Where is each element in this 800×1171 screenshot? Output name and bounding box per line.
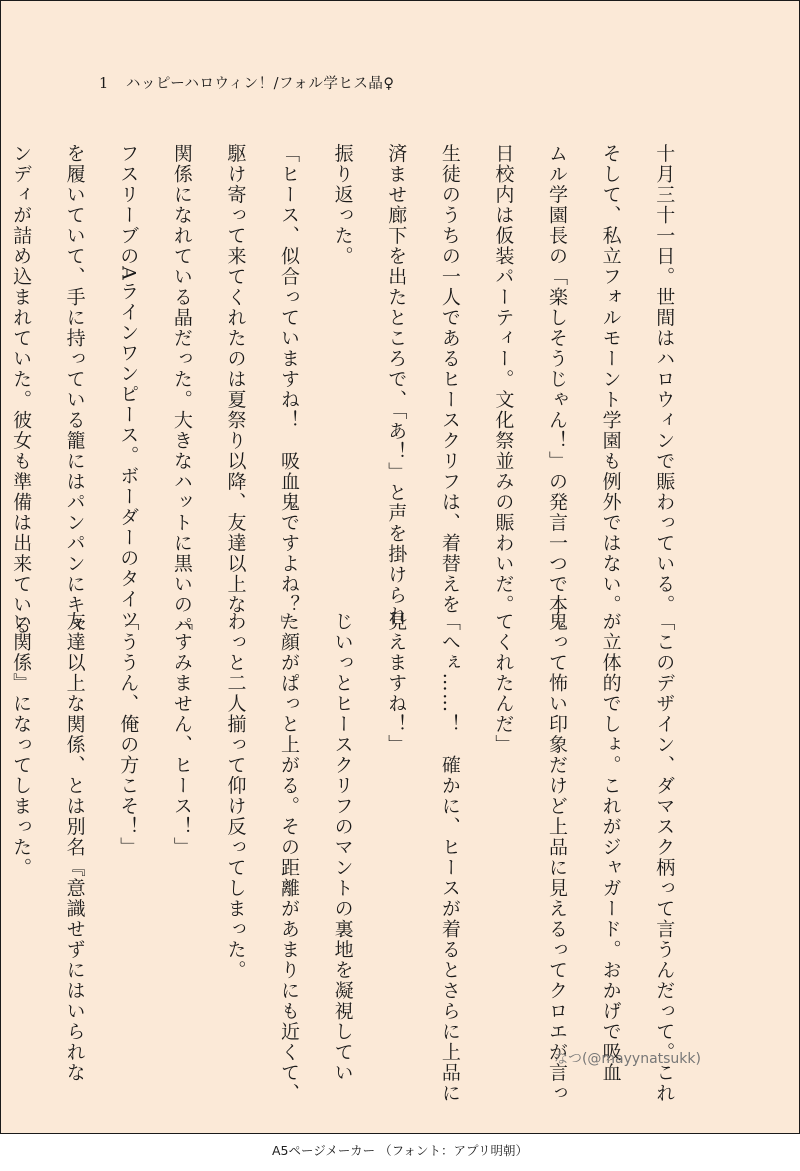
text-line: 「このデザイン、ダマスク柄って言うんだって。これ bbox=[653, 611, 676, 1104]
text-line: てくれたんだ」 bbox=[492, 611, 515, 755]
text-line: 「へぇ……！ 確かに、ヒースが着るとさらに上品に bbox=[438, 611, 461, 1104]
text-line: 関係になれている晶だった。大きなハットに黒いのパ bbox=[170, 143, 193, 636]
text-line: じいっとヒースクリフのマントの裏地を凝視してい bbox=[331, 611, 354, 1083]
text-line: 生徒のうちの一人であるヒースクリフは、着替えを bbox=[438, 143, 461, 615]
text-line: フスリーブのAラインワンピース。ボーダーのタイツ bbox=[117, 143, 140, 630]
text-line: を履いていて、手に持っている籠にはパンパンにキャ bbox=[63, 143, 86, 636]
text-line: 鬼って怖い印象だけど上品に見えるってクロエが言っ bbox=[546, 611, 569, 1104]
page-header bbox=[99, 72, 394, 93]
page-number: 1 bbox=[99, 76, 109, 92]
text-line: 友達以上な関係、とは別名『意識せずにはいられな bbox=[63, 611, 86, 1083]
text-line: 十月三十一日。世間はハロウィンで賑わっている。 bbox=[653, 143, 676, 615]
text-line: 「ヒース、似合っていますね！ 吸血鬼ですよね？」 bbox=[278, 143, 301, 636]
text-line: 「ううん、俺の方こそ！」 bbox=[117, 611, 140, 858]
text-line: 済ませ廊下を出たところで、「あ！」と声を掛けられ bbox=[385, 143, 408, 626]
text-line: ムル学園長の「楽しそうじゃん！」の発言一つで本 bbox=[546, 143, 569, 615]
text-line: 振り返った。 bbox=[331, 143, 354, 267]
text-line: が立体的でしょ。これがジャガード。おかげで吸血 bbox=[599, 611, 622, 1083]
text-line: そして、私立フォルモーント学園も例外ではない。 bbox=[599, 143, 622, 615]
text-line: 駆け寄って来てくれたのは夏祭り以降、友達以上な bbox=[224, 143, 247, 615]
text-line: い関係』になってしまった。 bbox=[10, 611, 33, 878]
page-title: ハッピーハロウィン！/フォル学ヒス晶♀ bbox=[125, 76, 395, 92]
text-line: わっと二人揃って仰け反ってしまった。 bbox=[224, 611, 247, 981]
text-line: ンディが詰め込まれていた。彼女も準備は出来ている bbox=[10, 143, 33, 636]
footer-caption: A5ページメーカー （フォント：アプリ明朝） bbox=[272, 1143, 528, 1158]
text-line: 「すみません、ヒース！」 bbox=[170, 611, 193, 858]
text-line: た顔がぱっと上がる。その距離があまりにも近くて、 bbox=[278, 611, 301, 1104]
author-credit: なつ(@mayynatsukk) bbox=[553, 1051, 701, 1067]
text-line: 日校内は仮装パーティー。文化祭並みの賑わいだ。 bbox=[492, 143, 515, 615]
upper-text-block bbox=[0, 113, 704, 636]
text-line: 見えますね！」 bbox=[385, 611, 408, 755]
